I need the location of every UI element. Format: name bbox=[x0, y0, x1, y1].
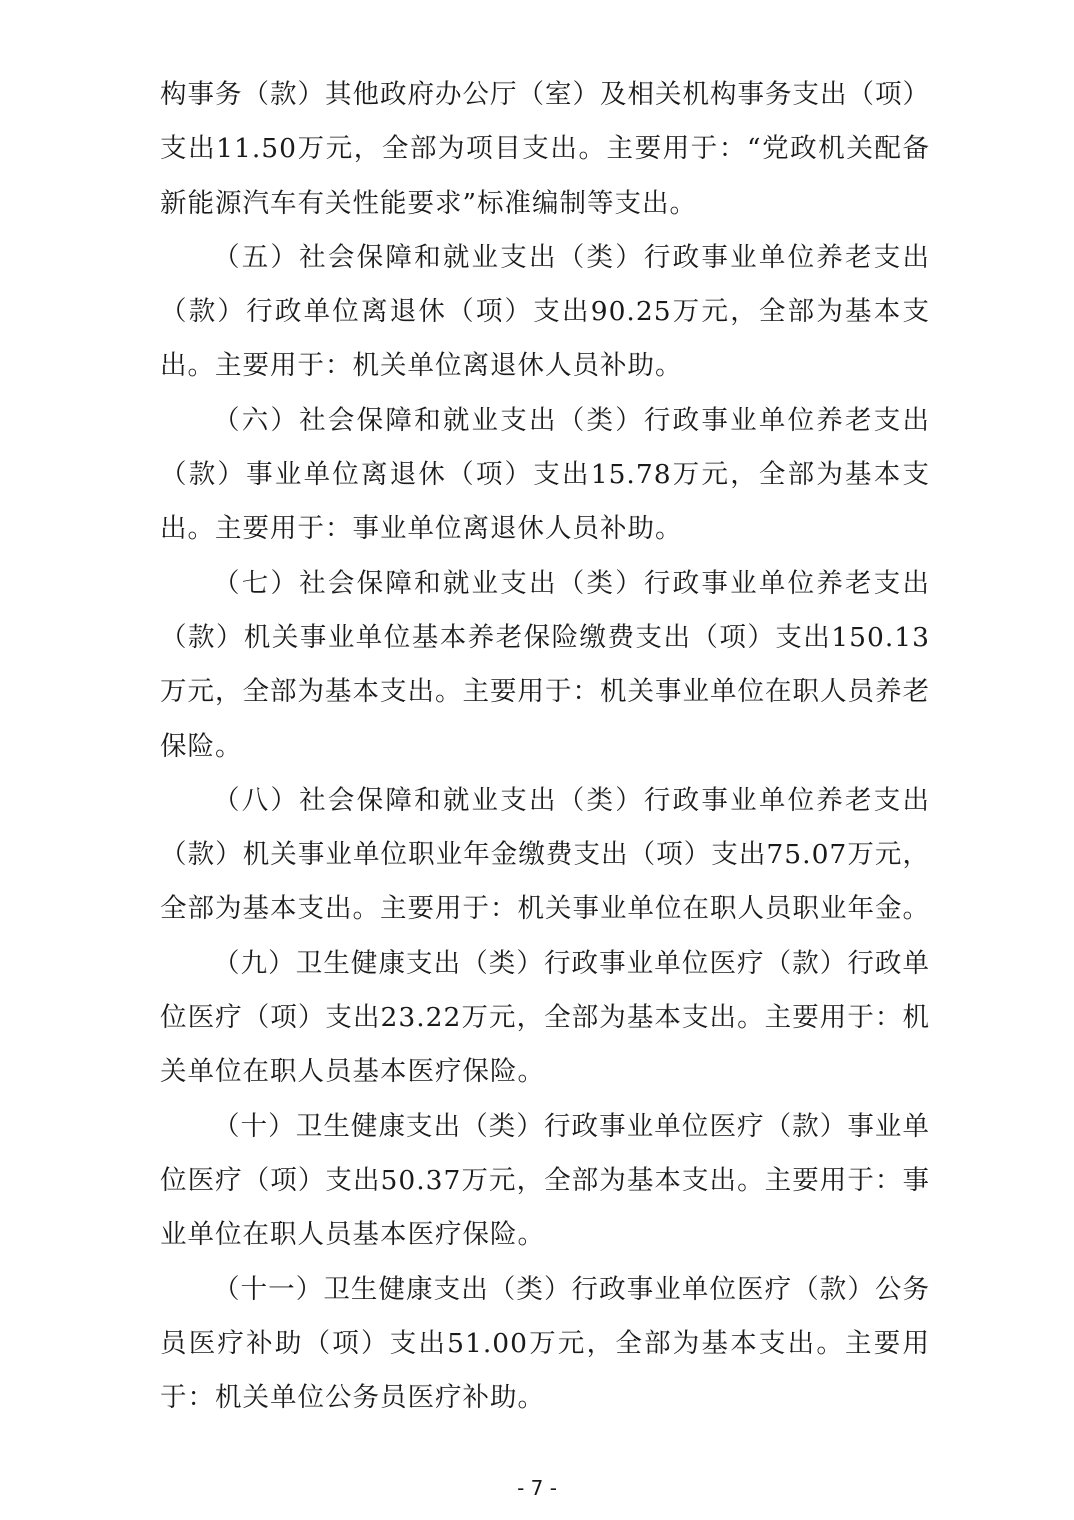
page-number: - 7 - bbox=[517, 1476, 557, 1500]
paragraph-item-11: （十一）卫生健康支出（类）行政事业单位医疗（款）公务员医疗补助（项）支出51.00万元，全部为基本支出。主要用于：机关单位公务员医疗补助。 bbox=[160, 1273, 930, 1414]
paragraph-item-10: （十）卫生健康支出（类）行政事业单位医疗（款）事业单位医疗（项）支出50.37万元，全部为基本支出。主要用于：事业单位在职人员基本医疗保险。 bbox=[160, 1110, 930, 1251]
body-text bbox=[160, 68, 930, 1425]
paragraph-item-6: （六）社会保障和就业支出（类）行政事业单位养老支出（款）事业单位离退休（项）支出15.78万元，全部为基本支出。主要用于：事业单位离退休人员补助。 bbox=[160, 404, 930, 545]
paragraph-item-7: （七）社会保障和就业支出（类）行政事业单位养老支出（款）机关事业单位基本养老保险缴费支出（项）支出150.13万元，全部为基本支出。主要用于：机关事业单位在职人员养老保险。 bbox=[160, 567, 930, 762]
paragraph-item-8: （八）社会保障和就业支出（类）行政事业单位养老支出（款）机关事业单位职业年金缴费支出（项）支出75.07万元，全部为基本支出。主要用于：机关事业单位在职人员职业年金。 bbox=[160, 784, 930, 925]
paragraph-continued: 构事务（款）其他政府办公厅（室）及相关机构事务支出（项）支出11.50万元，全部为项目支出。主要用于：“党政机关配备新能源汽车有关性能要求”标准编制等支出。 bbox=[160, 79, 930, 219]
paragraph-item-9: （九）卫生健康支出（类）行政事业单位医疗（款）行政单位医疗（项）支出23.22万元，全部为基本支出。主要用于：机关单位在职人员基本医疗保险。 bbox=[160, 947, 930, 1088]
paragraph-item-5: （五）社会保障和就业支出（类）行政事业单位养老支出（款）行政单位离退休（项）支出90.25万元，全部为基本支出。主要用于：机关单位离退休人员补助。 bbox=[160, 241, 930, 382]
